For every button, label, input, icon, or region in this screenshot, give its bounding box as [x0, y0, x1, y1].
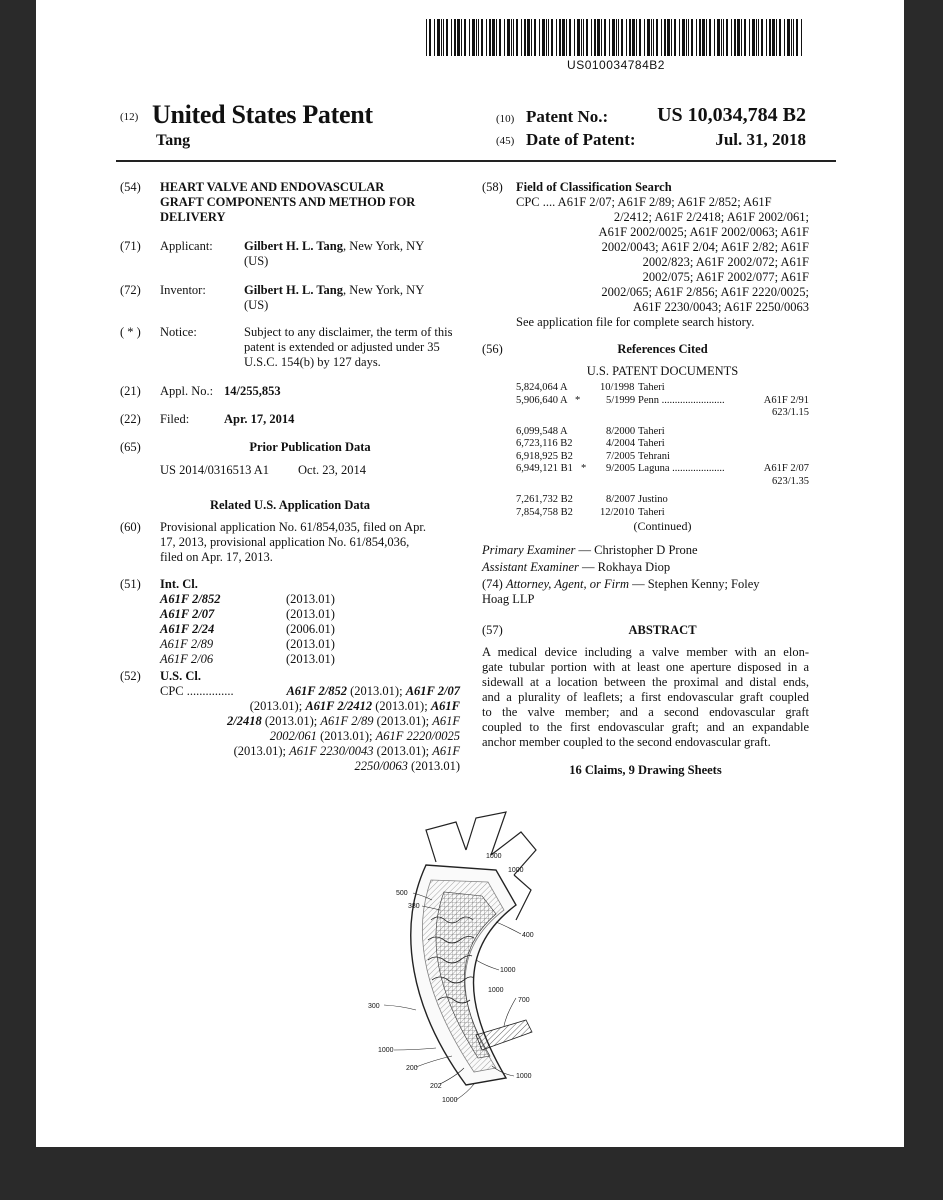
classification-line: A61F 2230/0043; A61F 2250/0063	[632, 300, 809, 314]
applicant-location: , New York, NY	[342, 239, 425, 253]
int-cl-date: (2006.01)	[286, 622, 335, 636]
barcode-bar	[534, 19, 536, 56]
us-cl-label: U.S. Cl.	[160, 669, 201, 683]
ref-name: Tehrani	[638, 450, 670, 462]
classification-see-note: See application file for complete search history.	[516, 315, 755, 329]
cpc-date: (2013.01);	[233, 744, 290, 758]
ref-date: 9/2005	[606, 463, 636, 474]
barcode-bar	[429, 19, 431, 56]
references-continued: (Continued)	[633, 519, 692, 533]
applicant-name: Gilbert H. L. Tang	[244, 239, 343, 253]
ref-number: 5,906,640 A	[516, 394, 568, 406]
barcode-bar	[551, 19, 553, 56]
field-72-inventor	[120, 283, 460, 313]
inventor-name: Gilbert H. L. Tang	[244, 283, 343, 297]
barcode-bar	[793, 19, 794, 56]
barcode-bar	[726, 19, 728, 56]
field-60-provisional	[120, 520, 460, 565]
abstract-line: A medical device including a valve member with an elon-	[482, 645, 809, 659]
barcode-bar	[609, 19, 610, 56]
barcode-bar	[769, 19, 771, 56]
cpc-date: (2013.01);	[373, 744, 433, 758]
ref-label: 1000	[516, 1073, 532, 1080]
barcode-bar	[636, 19, 637, 56]
barcode-bar	[699, 19, 701, 56]
field-56-references	[482, 342, 809, 382]
barcode-bar	[758, 19, 759, 56]
barcode-bar	[469, 19, 470, 56]
ref-number: 5,824,064 A	[516, 382, 568, 393]
ref-label: 400	[522, 932, 534, 939]
classification-line: 2002/0043; A61F 2/04; A61F 2/82; A61F	[601, 240, 809, 254]
barcode-bar	[562, 19, 565, 56]
inventor-country: (US)	[244, 298, 269, 312]
filed-label: Filed:	[160, 412, 190, 426]
barcode-bar	[597, 19, 600, 56]
notice-line: U.S.C. 154(b) by 127 days.	[244, 355, 381, 369]
barcode-bar	[647, 19, 650, 56]
inventor-label: Inventor:	[160, 283, 206, 297]
barcode-bar	[766, 19, 767, 56]
barcode-bar	[749, 19, 750, 56]
title-line: DELIVERY	[160, 210, 226, 224]
ref-name: Taheri	[638, 506, 665, 518]
int-cl-class: A61F 2/06	[160, 652, 214, 666]
field-21-appl-no	[120, 384, 460, 399]
cpc-date: (2013.01);	[372, 699, 431, 713]
ref-label: 1000	[500, 967, 516, 974]
barcode-bar	[539, 19, 540, 56]
ref-date: 4/2004	[606, 438, 636, 449]
barcode-bar	[437, 19, 440, 56]
ref-number: 6,099,548 A	[516, 425, 568, 437]
barcode-bar	[566, 19, 567, 56]
barcode-bar	[664, 19, 666, 56]
provisional-line: Provisional application No. 61/854,035, filed on Apr.	[160, 520, 426, 534]
ref-name: Penn ........................	[638, 394, 725, 406]
ref-number: 6,949,121 B1	[516, 463, 573, 474]
code-65: (65)	[120, 440, 141, 454]
field-58-classification-search	[482, 180, 809, 330]
barcode-bar	[734, 19, 736, 56]
ref-label: 202	[430, 1083, 442, 1090]
barcode-bar	[741, 19, 742, 56]
reference-row	[516, 393, 809, 406]
barcode-bar	[706, 19, 707, 56]
barcode-bar	[451, 19, 452, 56]
barcode-bar	[618, 19, 619, 56]
assistant-examiner: — Rokhaya Diop	[578, 560, 671, 574]
barcode-bar	[457, 19, 460, 56]
ref-name: Laguna ....................	[638, 463, 725, 474]
barcode-bar	[656, 19, 658, 56]
barcode-bar	[737, 19, 740, 56]
field-71-applicant	[120, 239, 460, 269]
barcode-bar	[604, 19, 606, 56]
barcode-bar	[556, 19, 557, 56]
ref-name: Justino	[638, 494, 668, 505]
classification-line: 2002/823; A61F 2002/072; A61F	[642, 255, 809, 269]
reference-row	[516, 436, 809, 449]
filed-value: Apr. 17, 2014	[224, 412, 295, 426]
ref-date: 10/1998	[600, 382, 635, 393]
code-notice: ( * )	[120, 325, 141, 339]
title-line: GRAFT COMPONENTS AND METHOD FOR	[160, 195, 416, 209]
barcode-bar	[779, 19, 781, 56]
barcode-bar	[527, 19, 530, 56]
barcode-bar	[454, 19, 456, 56]
references-heading: References Cited	[617, 342, 708, 356]
ref-label: 700	[518, 997, 530, 1004]
ref-label: 1000	[442, 1097, 458, 1104]
barcode-bar	[441, 19, 442, 56]
ref-number: 7,261,732 B2	[516, 494, 573, 505]
barcode-bar	[559, 19, 561, 56]
cpc-class: A61F 2230/0043	[289, 744, 374, 758]
provisional-line: 17, 2013, provisional application No. 61/854,036,	[160, 535, 410, 549]
barcode-bar	[632, 19, 635, 56]
code-54: (54)	[120, 180, 141, 194]
barcode-bar	[507, 19, 510, 56]
representative-drawing	[356, 810, 586, 1110]
cpc-class: 2/2418	[226, 714, 262, 728]
code-56: (56)	[482, 342, 503, 356]
barcode-bar	[639, 19, 641, 56]
cpc-date: (2013.01);	[347, 684, 406, 698]
barcode-bar	[723, 19, 724, 56]
code-71: (71)	[120, 239, 141, 253]
barcode-bar	[752, 19, 755, 56]
notice-line: patent is extended or adjusted under 35	[244, 340, 440, 354]
ref-star: *	[581, 463, 587, 474]
reference-row	[516, 461, 809, 474]
cpc-class: A61F 2/89	[320, 714, 374, 728]
cpc-class: A61F 2/2412	[305, 699, 373, 713]
int-cl-class: A61F 2/24	[160, 622, 215, 636]
barcode-number: US010034784B2	[567, 58, 665, 72]
classification-line: 2/2412; A61F 2/2418; A61F 2002/061;	[613, 210, 809, 224]
ref-label: 200	[406, 1065, 418, 1072]
header-rule	[116, 160, 836, 162]
barcode-bar	[569, 19, 571, 56]
classification-line: A61F 2002/0025; A61F 2002/0063; A61F	[598, 225, 809, 239]
barcode-bar	[531, 19, 532, 56]
barcode-bar	[504, 19, 505, 56]
int-cl-date: (2013.01)	[286, 637, 335, 651]
ref-label: 1000	[508, 867, 524, 874]
ref-date: 7/2005	[606, 450, 636, 462]
barcode-bar	[679, 19, 680, 56]
ref-number: 7,854,758 B2	[516, 506, 573, 518]
barcode-bar	[714, 19, 715, 56]
barcode-bar	[481, 19, 483, 56]
attorney-value: — Stephen Kenny; Foley	[628, 577, 760, 591]
barcode-bar	[443, 19, 444, 56]
int-cl-class: A61F 2/89	[160, 637, 214, 651]
field-22-filed	[120, 412, 460, 427]
assistant-examiner-label: Assistant Examiner	[482, 560, 579, 574]
provisional-line: filed on Apr. 17, 2013.	[160, 550, 273, 564]
barcode-bar	[511, 19, 512, 56]
prior-publication-number: US 2014/0316513 A1	[160, 463, 270, 477]
ref-name: Taheri	[638, 425, 665, 437]
abstract-line: to the valve member; and a second endovascular graft	[482, 705, 809, 719]
code-57: (57)	[482, 623, 503, 637]
applicant-label: Applicant:	[160, 239, 213, 253]
ref-label: 1000	[486, 853, 502, 860]
barcode-bar	[478, 19, 479, 56]
barcode-bar	[601, 19, 602, 56]
barcode-bar	[717, 19, 720, 56]
barcode-bar	[674, 19, 676, 56]
barcode-bar	[434, 19, 435, 56]
notice-line: Subject to any disclaimer, the term of this	[244, 325, 453, 339]
barcode-bar	[581, 19, 582, 56]
barcode-bar	[784, 19, 785, 56]
barcode-bar	[787, 19, 790, 56]
ref-label: 380	[408, 903, 420, 910]
field-54-title	[120, 180, 460, 225]
field-notice	[120, 325, 460, 370]
date-of-patent-label: Date of Patent:	[526, 130, 636, 149]
ref-date: 12/2010	[600, 506, 635, 518]
barcode-bar	[661, 19, 662, 56]
claims-count: 16 Claims, 9 Drawing Sheets	[569, 763, 722, 777]
barcode-bar	[702, 19, 705, 56]
barcode	[426, 19, 806, 56]
field-51-int-cl	[120, 577, 460, 667]
ref-label: 1000	[378, 1047, 394, 1054]
field-57-abstract-heading	[482, 623, 809, 638]
barcode-bar	[574, 19, 575, 56]
barcode-bar	[691, 19, 693, 56]
references-subheading: U.S. PATENT DOCUMENTS	[586, 364, 739, 378]
reference-row	[516, 449, 809, 462]
abstract-line: and a plurality of leaflets; a first endovascular graft coupled	[482, 690, 809, 704]
field-65-prior-publication	[120, 440, 460, 482]
barcode-bar	[472, 19, 475, 56]
barcode-bar	[546, 19, 547, 56]
left-column	[120, 180, 460, 774]
barcode-bar	[521, 19, 522, 56]
barcode-bar	[801, 19, 802, 56]
cpc-class: 2002/061	[269, 729, 317, 743]
barcode-bar	[476, 19, 477, 56]
patent-no-label: Patent No.:	[526, 107, 609, 126]
reference-row-cont	[516, 474, 809, 487]
barcode-bar	[756, 19, 757, 56]
classification-line: 2002/075; A61F 2002/077; A61F	[642, 270, 809, 284]
cpc-date: (2013.01);	[373, 714, 433, 728]
us-cl-cpc-label: CPC ...............	[160, 684, 234, 698]
barcode-bar	[542, 19, 545, 56]
notice-label: Notice:	[160, 325, 197, 339]
reference-row	[516, 424, 809, 437]
barcode-bar	[486, 19, 487, 56]
ref-class: A61F 2/07	[763, 463, 809, 474]
barcode-bar	[583, 19, 584, 56]
ref-label: 300	[368, 1003, 380, 1010]
vessel-body	[411, 865, 532, 1085]
reference-row	[516, 492, 809, 505]
barcode-bar	[426, 19, 427, 56]
barcode-bar	[709, 19, 711, 56]
classification-line: CPC .... A61F 2/07; A61F 2/89; A61F 2/852; A61F	[516, 195, 772, 209]
appl-no-label: Appl. No.:	[160, 384, 214, 398]
appl-no-value: 14/255,853	[224, 384, 281, 398]
cpc-date: (2013.01);	[249, 699, 306, 713]
cpc-date: (2013.01);	[261, 714, 321, 728]
cpc-class: A61F 2/852	[286, 684, 348, 698]
code-10: (10)	[496, 113, 515, 125]
classification-line: 2002/065; A61F 2/856; A61F 2220/0025;	[601, 285, 809, 299]
attorney-label: Attorney, Agent, or Firm	[505, 577, 629, 591]
barcode-bar	[791, 19, 792, 56]
barcode-bar	[612, 19, 615, 56]
barcode-bar	[548, 19, 549, 56]
barcode-bar	[616, 19, 617, 56]
barcode-bar	[513, 19, 514, 56]
code-60: (60)	[120, 520, 141, 534]
barcode-bar	[489, 19, 491, 56]
barcode-bar	[629, 19, 631, 56]
date-of-patent: Jul. 31, 2018	[715, 130, 806, 149]
cpc-class: A61F	[432, 714, 460, 728]
field-52-us-cl	[120, 669, 460, 774]
barcode-bar	[524, 19, 526, 56]
code-74: (74)	[482, 577, 503, 591]
ref-class: A61F 2/91	[763, 394, 809, 406]
reference-row-cont	[516, 405, 809, 418]
code-21: (21)	[120, 384, 141, 398]
int-cl-date: (2013.01)	[286, 607, 335, 621]
classification-search-label: Field of Classification Search	[516, 180, 672, 194]
barcode-bar	[621, 19, 623, 56]
barcode-bar	[653, 19, 654, 56]
ref-number: 6,918,925 B2	[516, 450, 573, 462]
ref-name: Taheri	[638, 438, 665, 449]
ref-label: 500	[396, 890, 408, 897]
ref-date: 5/1999	[606, 394, 636, 406]
title-line: HEART VALVE AND ENDOVASCULAR	[160, 180, 385, 194]
ref-class-us: 623/1.35	[771, 475, 809, 487]
abstract-line: gate tubular portion with at least one aperture disposed in a	[482, 660, 809, 674]
inventor-short: Tang	[156, 132, 191, 149]
inventor-location: , New York, NY	[342, 283, 425, 297]
references-table	[516, 380, 809, 534]
barcode-bar	[577, 19, 580, 56]
attorney-value-cont: Hoag LLP	[482, 592, 535, 606]
primary-examiner: — Christopher D Prone	[575, 543, 698, 557]
abstract-line: anchor member coupled to the second endovascular graft.	[482, 735, 771, 749]
cpc-class: 2250/0063	[354, 759, 408, 773]
applicant-country: (US)	[244, 254, 269, 268]
cpc-class: A61F	[432, 744, 460, 758]
barcode-bar	[651, 19, 652, 56]
int-cl-class: A61F 2/07	[160, 607, 215, 621]
barcode-bar	[516, 19, 518, 56]
barcode-bar	[461, 19, 462, 56]
patent-page	[36, 0, 904, 1147]
int-cl-date: (2013.01)	[286, 652, 335, 666]
ref-star: *	[575, 394, 581, 406]
abstract-heading: ABSTRACT	[628, 623, 697, 637]
barcode-bar	[591, 19, 592, 56]
barcode-bar	[446, 19, 448, 56]
barcode-bar	[761, 19, 763, 56]
cpc-class: A61F 2/07	[405, 684, 460, 698]
code-22: (22)	[120, 412, 141, 426]
ref-name: Taheri	[638, 382, 665, 393]
code-45: (45)	[496, 135, 515, 147]
cpc-class: A61F	[430, 699, 460, 713]
cpc-date: (2013.01);	[316, 729, 376, 743]
ref-date: 8/2000	[606, 425, 636, 437]
reference-row	[516, 380, 809, 393]
barcode-bar	[496, 19, 497, 56]
code-58: (58)	[482, 180, 503, 194]
barcode-bar	[696, 19, 697, 56]
barcode-bar	[586, 19, 588, 56]
code-52: (52)	[120, 669, 141, 683]
barcode-bar	[688, 19, 689, 56]
barcode-bar	[626, 19, 627, 56]
prior-publication-heading: Prior Publication Data	[249, 440, 371, 454]
reference-row	[516, 505, 809, 518]
barcode-bar	[796, 19, 798, 56]
code-51: (51)	[120, 577, 141, 591]
ref-label: 1000	[488, 987, 504, 994]
int-cl-label: Int. Cl.	[160, 577, 198, 591]
ref-date: 8/2007	[606, 494, 636, 505]
document-type: United States Patent	[152, 100, 373, 129]
prior-publication-date: Oct. 23, 2014	[298, 463, 367, 477]
ref-number: 6,723,116 B2	[516, 438, 573, 449]
barcode-bar	[772, 19, 775, 56]
code-12: (12)	[120, 111, 139, 123]
int-cl-date: (2013.01)	[286, 592, 335, 606]
barcode-bar	[776, 19, 777, 56]
barcode-bar	[492, 19, 495, 56]
right-column	[482, 180, 809, 778]
barcode-bar	[464, 19, 466, 56]
barcode-bar	[667, 19, 670, 56]
related-application-heading: Related U.S. Application Data	[209, 498, 371, 512]
patent-number: US 10,034,784 B2	[657, 104, 806, 126]
abstract-text	[482, 645, 809, 750]
barcode-bar	[644, 19, 645, 56]
barcode-bar	[744, 19, 746, 56]
primary-examiner-label: Primary Examiner	[482, 543, 576, 557]
cpc-date: (2013.01)	[407, 759, 460, 773]
abstract-line: sidewall at a location between the proximal and distal ends,	[482, 675, 809, 689]
barcode-bar	[731, 19, 732, 56]
cpc-class: A61F 2220/0025	[375, 729, 460, 743]
ref-class-us: 623/1.15	[771, 407, 809, 418]
code-72: (72)	[120, 283, 141, 297]
int-cl-class: A61F 2/852	[160, 592, 221, 606]
barcode-bar	[682, 19, 685, 56]
barcode-bar	[594, 19, 596, 56]
barcode-bar	[721, 19, 722, 56]
abstract-line: coupled to the first endovascular graft; and an expandable	[482, 720, 809, 734]
barcode-bar	[686, 19, 687, 56]
barcode-bar	[671, 19, 672, 56]
barcode-bar	[499, 19, 501, 56]
